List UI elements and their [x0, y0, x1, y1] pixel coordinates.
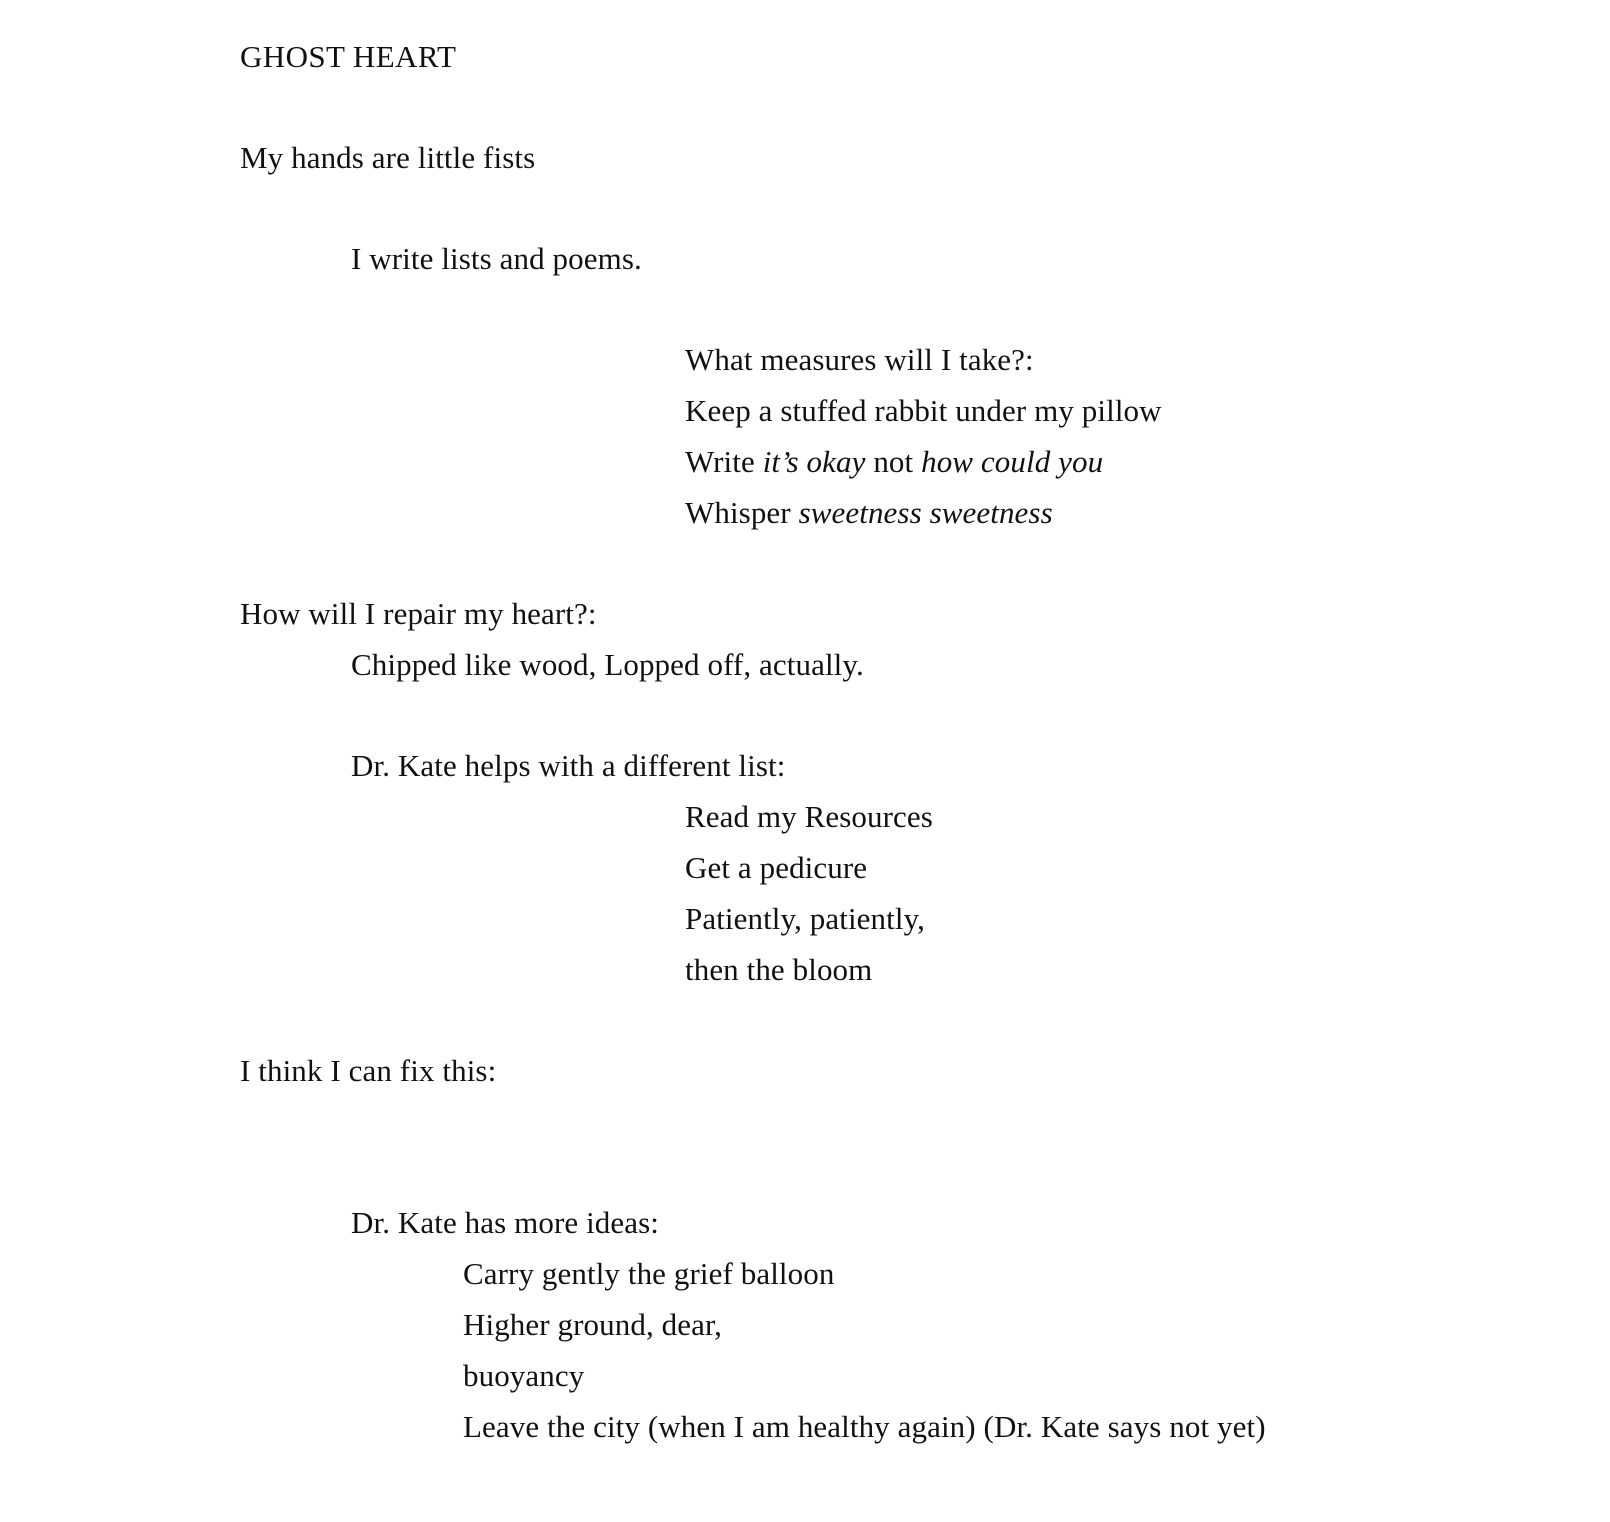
- list-item: [685, 493, 1053, 533]
- list-heading: Dr. Kate helps with a different list:: [351, 748, 786, 783]
- text-run: Write: [685, 444, 763, 479]
- list-item: Patiently, patiently,: [685, 901, 926, 936]
- list-heading: Dr. Kate has more ideas:: [351, 1205, 659, 1240]
- list-item: Keep a stuffed rabbit under my pillow: [685, 393, 1162, 428]
- list-item: Higher ground, dear,: [463, 1307, 723, 1342]
- list-item: [685, 442, 1103, 482]
- list-heading: How will I repair my heart?:: [240, 596, 597, 631]
- italic-run: it’s okay: [762, 444, 866, 479]
- list-item: Get a pedicure: [685, 850, 868, 885]
- list-item: Carry gently the grief balloon: [463, 1256, 835, 1291]
- poem-line: I write lists and poems.: [351, 241, 642, 276]
- list-item: buoyancy: [463, 1358, 585, 1393]
- list-item: Read my Resources: [685, 799, 933, 834]
- text-run: Whisper: [685, 495, 799, 530]
- poem-line: Chipped like wood, Lopped off, actually.: [351, 647, 864, 682]
- list-heading: What measures will I take?:: [685, 342, 1034, 377]
- list-item: then the bloom: [685, 952, 873, 987]
- list-item: Leave the city (when I am healthy again) (Dr. Kate says not yet): [463, 1409, 1266, 1444]
- text-run: not: [865, 444, 922, 479]
- italic-run: how could you: [921, 444, 1104, 479]
- poem-title: GHOST HEART: [240, 39, 457, 74]
- poem-line: I think I can fix this:: [240, 1053, 497, 1088]
- italic-run: sweetness sweetness: [798, 495, 1053, 530]
- poem-line: My hands are little fists: [240, 140, 536, 175]
